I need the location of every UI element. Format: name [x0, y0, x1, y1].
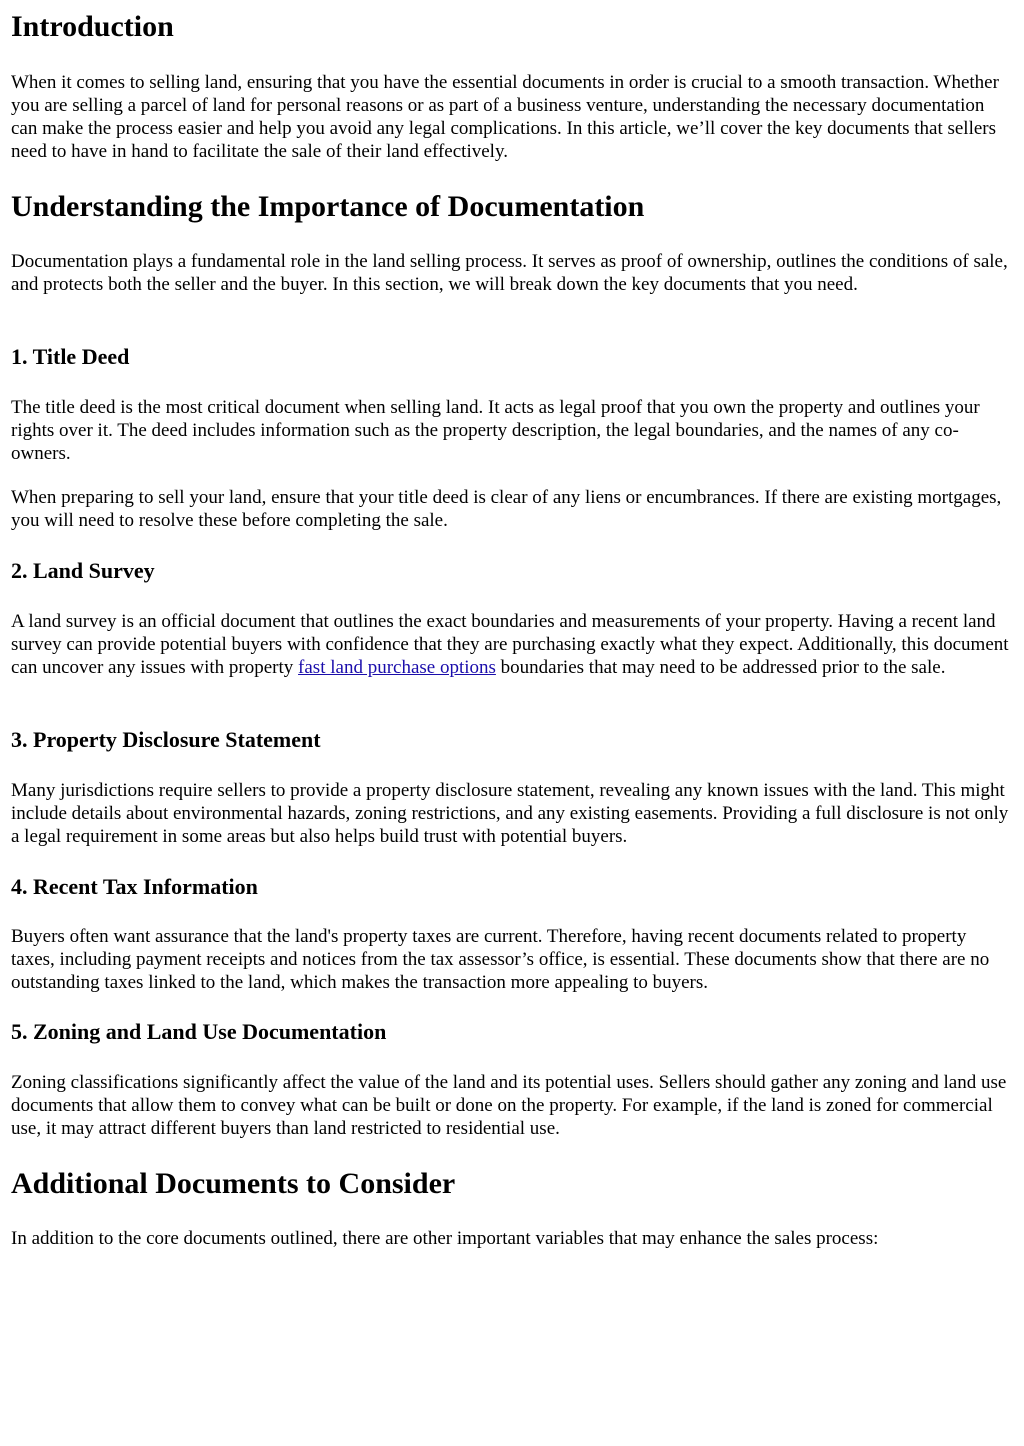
paragraph-zoning-and-land-use: Zoning classifications significantly affect the value of the land and its potential uses. Sellers should gather any zoning and land use documents that allow them to convey what can be built or done on the property. For example, if the land is zoned for commercial use, it may attract different buyers than land restricted to residential use. [11, 1072, 1007, 1139]
paragraph-property-disclosure-statement: Many jurisdictions require sellers to provide a property disclosure statement, revealing any known issues with the land. This might include details about environmental hazards, zoning restrictions, and any existing easements. Providing a full disclosure is not only a legal requirement in some areas but also helps build trust with potential buyers. [11, 780, 1009, 847]
heading-introduction: Introduction [11, 10, 174, 43]
land-survey-text-after-link: boundaries that may need to be addressed prior to the sale. [495, 657, 946, 678]
paragraph-additional-documents: In addition to the core documents outlined, there are other important variables that may enhance the sales process: [11, 1228, 879, 1249]
paragraph-introduction: When it comes to selling land, ensuring that you have the essential documents in order is crucial to a smooth transaction. Whether you are selling a parcel of land for personal reasons or as part of a business venture, understanding the necessary documentation can make the process easier and help you avoid any legal complications. In this article, we’ll cover the key documents that sellers need to have in hand to facilitate the sale of their land effectively. [11, 72, 999, 162]
heading-additional-documents: Additional Documents to Consider [11, 1167, 456, 1200]
paragraph-title-deed-2: When preparing to sell your land, ensure that your title deed is clear of any liens or encumbrances. If there are existing mortgages, you will need to resolve these before completing the sale. [11, 487, 1002, 531]
heading-zoning-and-land-use: 5. Zoning and Land Use Documentation [11, 1019, 387, 1044]
heading-recent-tax-information: 4. Recent Tax Information [11, 874, 258, 899]
paragraph-title-deed-1: The title deed is the most critical document when selling land. It acts as legal proof that you own the property and outlines your rights over it. The deed includes information such as the property description, the legal boundaries, and the names of any co-owners. [11, 397, 980, 464]
heading-importance-of-documentation: Understanding the Importance of Documentation [11, 190, 645, 223]
land-survey-text-before-link: A land survey is an official document that outlines the exact boundaries and measurements of your property. Having a recent land survey can provide potential buyers with confidence that they are purchasing exactly what they expect. Additionally, this document can uncover any issues with property [11, 611, 1009, 678]
paragraph-land-survey [11, 610, 1012, 679]
paragraph-importance-of-documentation: Documentation plays a fundamental role in the land selling process. It serves as proof of ownership, outlines the conditions of sale, and protects both the seller and the buyer. In this section, we will break down the key documents that you need. [11, 251, 1008, 295]
heading-property-disclosure-statement: 3. Property Disclosure Statement [11, 727, 321, 752]
fast-land-purchase-options-link[interactable]: fast land purchase options [298, 657, 496, 678]
heading-land-survey: 2. Land Survey [11, 558, 155, 583]
paragraph-recent-tax-information: Buyers often want assurance that the land's property taxes are current. Therefore, having recent documents related to property taxes, including payment receipts and notices from the tax assessor’s office, is essential. These documents show that there are no outstanding taxes linked to the land, which makes the transaction more appealing to buyers. [11, 926, 990, 993]
heading-title-deed: 1. Title Deed [11, 344, 130, 369]
